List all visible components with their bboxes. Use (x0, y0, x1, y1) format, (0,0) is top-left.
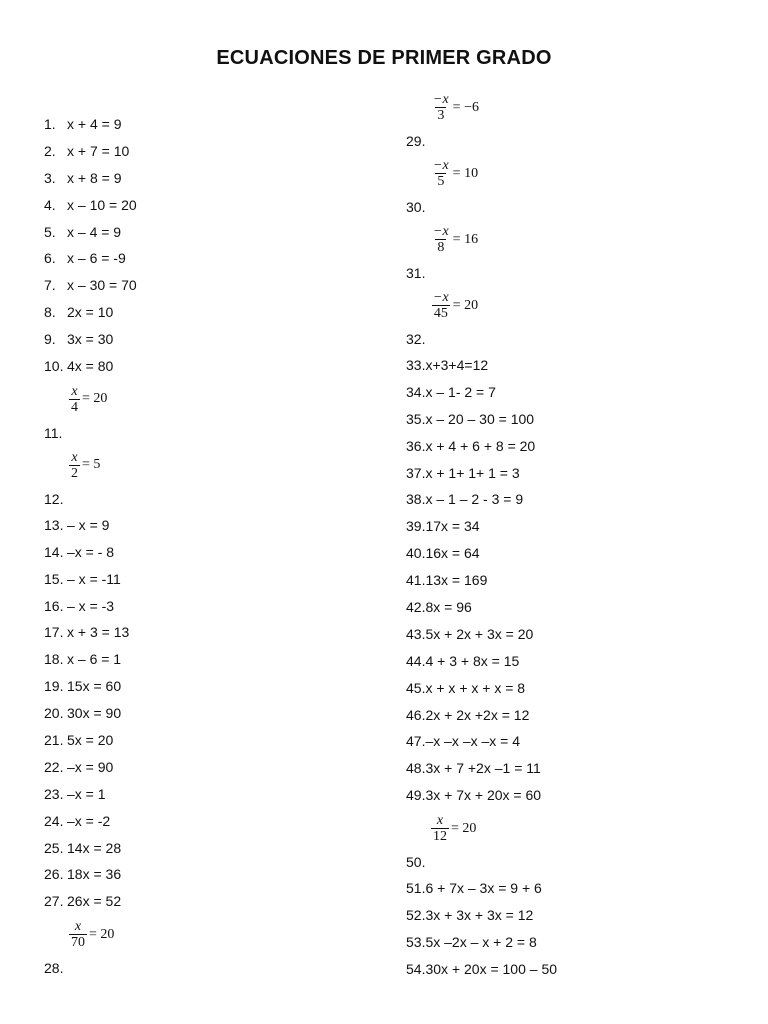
equation-text: 3x = 30 (67, 331, 114, 348)
equation-item (406, 652, 746, 679)
equation-text: 3x + 7 +2x –1 = 11 (425, 760, 541, 777)
item-number: 21. (44, 732, 64, 749)
fraction-numerator: −x (433, 290, 449, 305)
fraction-equation-item (406, 290, 746, 356)
equation-list-right (406, 92, 746, 987)
equation-item (406, 625, 746, 652)
fraction-numerator: x (71, 383, 78, 399)
equation-item (44, 758, 374, 785)
equation-text: 6 + 7x – 3x = 9 + 6 (425, 880, 542, 897)
item-number: 6. (44, 250, 56, 267)
item-number: 33. (406, 357, 426, 373)
equation-text: 2x + 2x +2x = 12 (425, 706, 530, 723)
fraction (69, 450, 80, 481)
fraction-equation-item (44, 919, 374, 985)
item-number: 40. (406, 545, 426, 562)
fraction-expression (431, 158, 478, 189)
equation-text: x+3+4=12 (425, 357, 489, 373)
fraction-denominator: 2 (71, 465, 78, 481)
item-number: 43. (406, 625, 426, 642)
fraction (431, 158, 451, 189)
equation-text: x – 30 = 70 (67, 277, 137, 294)
fraction-right-side: = 20 (452, 297, 479, 313)
fraction-numerator: −x (433, 92, 449, 107)
item-number: 19. (44, 678, 64, 695)
equation-item (44, 650, 374, 677)
equation-item (44, 785, 374, 812)
item-number: 35. (406, 410, 426, 427)
item-number: 36. (406, 437, 426, 454)
equation-item (44, 303, 374, 330)
item-number: 29. (406, 133, 426, 149)
fraction-denominator: 8 (437, 240, 445, 255)
equation-text: 5x = 20 (67, 732, 114, 749)
equation-text: x + x + x + x = 8 (425, 679, 526, 696)
equation-item (44, 196, 374, 223)
equation-item (44, 543, 374, 570)
equation-text: 16x = 64 (425, 545, 480, 562)
equation-text: –x = 1 (67, 785, 106, 802)
equation-text: x + 8 = 9 (67, 169, 122, 186)
fraction-denominator: 70 (71, 935, 85, 951)
item-number: 27. (44, 893, 64, 910)
fraction-right-side: = −6 (452, 99, 479, 115)
equation-text: x – 4 = 9 (67, 223, 122, 240)
item-number: 13. (44, 516, 64, 533)
item-number: 8. (44, 304, 56, 321)
equation-item (406, 679, 746, 706)
fraction-expression (431, 92, 479, 123)
equation-item (44, 115, 374, 142)
equation-text: 13x = 169 (425, 572, 488, 589)
fraction-right-side: = 20 (89, 926, 115, 942)
equation-text: – x = -3 (67, 597, 115, 614)
equation-text: x + 1+ 1+ 1 = 3 (425, 464, 520, 481)
item-number: 12. (44, 490, 64, 507)
equation-item (406, 933, 746, 960)
fraction (431, 92, 451, 123)
fraction-denominator: 45 (433, 306, 448, 321)
item-number: 17. (44, 624, 64, 641)
fraction-expression (69, 919, 114, 950)
equation-text: – x = -11 (67, 570, 121, 587)
item-number: 51. (406, 880, 426, 897)
equation-text: 14x = 28 (67, 839, 122, 856)
fraction-equation-item (406, 158, 746, 224)
item-number: 54. (406, 960, 426, 977)
equation-text: 3x + 7x + 20x = 60 (425, 787, 542, 804)
item-number: 26. (44, 866, 64, 883)
item-number: 31. (406, 265, 426, 281)
fraction (69, 384, 80, 415)
fraction-right-side: = 20 (451, 820, 477, 836)
equation-item (406, 759, 746, 786)
equation-item (44, 276, 374, 303)
item-number: 44. (406, 652, 426, 669)
equation-text: 2x = 10 (67, 304, 114, 321)
equation-item (44, 677, 374, 704)
item-number: 7. (44, 277, 56, 294)
equation-item (406, 879, 746, 906)
fraction-denominator: 3 (437, 108, 445, 123)
equation-item (406, 437, 746, 464)
equation-text: – x = 9 (67, 516, 110, 533)
fraction-numerator: x (71, 449, 78, 465)
fraction-denominator: 12 (433, 829, 447, 845)
fraction-expression (69, 384, 107, 415)
equation-text: 26x = 52 (67, 893, 122, 910)
fraction-numerator: x (74, 919, 82, 935)
equation-item (44, 597, 374, 624)
item-number: 47. (406, 733, 426, 750)
equation-text: –x = 90 (67, 758, 114, 775)
equation-item (406, 517, 746, 544)
fraction-right-side: = 20 (82, 391, 108, 407)
fraction-equation-item (406, 224, 746, 290)
item-number: 28. (44, 960, 64, 977)
equation-text: x + 3 = 13 (67, 624, 130, 641)
equation-text: –x = - 8 (67, 543, 115, 560)
equation-item (406, 490, 746, 517)
fraction (431, 290, 451, 321)
equation-item (44, 892, 374, 919)
fraction-expression (431, 290, 478, 321)
item-number: 15. (44, 570, 64, 587)
equation-item (406, 571, 746, 598)
equation-text: x – 1 – 2 - 3 = 9 (425, 491, 524, 508)
equation-item (406, 356, 746, 383)
equation-text: 18x = 36 (67, 866, 122, 883)
item-number: 50. (406, 854, 426, 871)
equation-text: 4x = 80 (67, 358, 114, 375)
item-number: 25. (44, 839, 64, 856)
equation-item (44, 357, 374, 384)
item-number: 3. (44, 169, 56, 186)
item-number: 20. (44, 705, 64, 722)
item-number: 1. (44, 116, 56, 132)
equation-item (44, 704, 374, 731)
fraction-numerator: x (436, 813, 444, 829)
fraction (431, 224, 451, 255)
fraction-equation-item (406, 813, 746, 879)
equation-text: 17x = 34 (425, 518, 480, 535)
item-number: 11. (44, 424, 63, 441)
equation-item (406, 598, 746, 625)
item-number: 53. (406, 933, 426, 950)
equation-text: 4 + 3 + 8x = 15 (425, 652, 520, 669)
item-number: 24. (44, 812, 64, 829)
item-number: 52. (406, 907, 426, 924)
fraction-denominator: 4 (71, 399, 78, 415)
equation-item (406, 464, 746, 491)
equation-text: 30x = 90 (67, 705, 122, 722)
equation-text: x – 6 = -9 (67, 250, 126, 267)
item-number: 41. (406, 572, 426, 589)
fraction-right-side: = 16 (452, 231, 479, 247)
equation-item (44, 330, 374, 357)
fraction-expression (69, 450, 100, 481)
item-number: 32. (406, 331, 426, 347)
fraction (431, 813, 449, 844)
fraction-numerator: −x (433, 224, 449, 239)
equation-text: 3x + 3x + 3x = 12 (425, 907, 534, 924)
equation-text: 15x = 60 (67, 678, 122, 695)
equation-item (406, 410, 746, 437)
equation-item (406, 960, 746, 987)
equation-item (406, 786, 746, 813)
item-number: 2. (44, 142, 56, 159)
equation-item (44, 839, 374, 866)
equation-item (44, 812, 374, 839)
equation-text: x – 20 – 30 = 100 (425, 410, 535, 427)
equation-text: x – 6 = 1 (67, 651, 122, 668)
equation-list-left (44, 115, 374, 985)
fraction-equation-item (406, 92, 746, 158)
item-number: 46. (406, 706, 426, 723)
item-number: 30. (406, 199, 426, 215)
fraction-right-side: = 5 (82, 457, 101, 473)
equation-item (44, 623, 374, 650)
fraction-right-side: = 10 (452, 165, 479, 181)
item-number: 16. (44, 597, 64, 614)
item-number: 39. (406, 518, 426, 535)
equation-item (44, 516, 374, 543)
item-number: 42. (406, 599, 426, 616)
fraction-expression (431, 224, 478, 255)
equation-text: x – 10 = 20 (67, 196, 137, 213)
item-number: 14. (44, 543, 64, 560)
equation-text: x – 1- 2 = 7 (425, 383, 496, 400)
item-number: 34. (406, 383, 426, 400)
fraction-equation-item (44, 450, 374, 516)
equation-item (44, 249, 374, 276)
equation-item (44, 223, 374, 250)
item-number: 38. (406, 491, 426, 508)
item-number: 23. (44, 785, 64, 802)
equation-item (406, 706, 746, 733)
item-number: 22. (44, 758, 64, 775)
equation-item (44, 570, 374, 597)
equation-text: x + 4 + 6 + 8 = 20 (425, 437, 536, 454)
equation-item (406, 383, 746, 410)
item-number: 9. (44, 331, 56, 348)
equation-item (406, 906, 746, 933)
equation-text: –x = -2 (67, 812, 111, 829)
equation-item (406, 732, 746, 759)
equation-text: x + 7 = 10 (67, 142, 130, 159)
equation-item (44, 142, 374, 169)
fraction-numerator: −x (433, 158, 449, 173)
equation-item (44, 865, 374, 892)
item-number: 18. (44, 651, 64, 668)
equation-item (44, 169, 374, 196)
item-number: 45. (406, 679, 426, 696)
equation-text: 5x –2x – x + 2 = 8 (425, 933, 537, 950)
fraction (69, 919, 87, 950)
equation-item (406, 544, 746, 571)
equation-item (44, 731, 374, 758)
fraction-equation-item (44, 384, 374, 450)
fraction-expression (431, 813, 476, 844)
equation-text: 5x + 2x + 3x = 20 (425, 625, 534, 642)
page-title: ECUACIONES DE PRIMER GRADO (216, 47, 552, 69)
equation-text: x + 4 = 9 (67, 116, 122, 132)
fraction-denominator: 5 (437, 174, 445, 189)
item-number: 4. (44, 196, 56, 213)
item-number: 10. (44, 358, 64, 375)
item-number: 48. (406, 760, 426, 777)
equation-text: 8x = 96 (425, 599, 472, 616)
item-number: 5. (44, 223, 56, 240)
item-number: 49. (406, 787, 426, 804)
equation-text: –x –x –x –x = 4 (425, 733, 521, 750)
item-number: 37. (406, 464, 426, 481)
equation-text: 30x + 20x = 100 – 50 (425, 960, 558, 977)
